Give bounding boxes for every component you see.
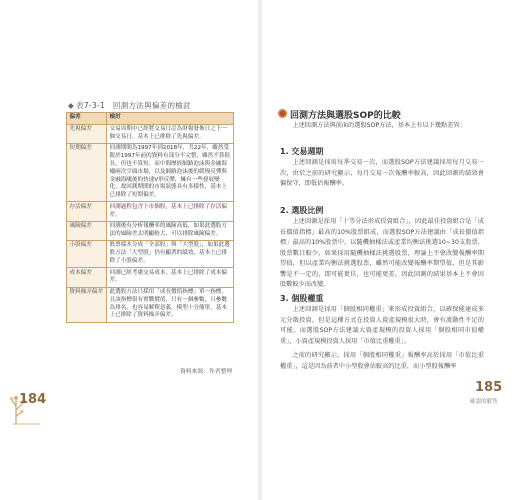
bias-review: 回測已經考慮交易成本，基本上已排除了成本偏差。 <box>107 268 234 287</box>
bias-name: 資料操弄偏差 <box>67 287 107 322</box>
section-title: 回測方法與選股SOP的比較 <box>290 111 401 121</box>
bias-name: 短期偏差 <box>67 143 107 201</box>
paragraph: 上述回測是採用「個股相同權重」來形成投資組合，以確保能達成多元分散投資，但是這種方式在投資人資產規模很大時，會有流動性不足的可能。而選股SOP方法建議大資產規模的投資人採用「個股相同市值權重」，小資產規模投資人採用「市值比重權重」。 <box>280 306 484 345</box>
diamond-icon: ◆ <box>68 101 75 110</box>
paragraph: 上述回測是採用每季交易一次，而選股SOP方法建議採用每月交易一次，由於之前的研究顯示，每月交易一次報酬率較高，因此回測的績效會偏保守，即低估報酬率。 <box>280 159 484 187</box>
bias-review: 回測期間為1997年到2018年，共22年，雖然受限於1997年前的資料有部分不完整，雖然不算很長，但也不算短。而中間歷經網路泡沫與金融海嘯兩次空頭市場，以及網路泡沫後的緩慢反彈與金融海嘯後的快速V形反彈，擁有一些發展變化。故回測期間的市場狀態具有多樣性，基本上已排除了短期偏差。 <box>107 143 234 201</box>
table-title <box>68 100 191 111</box>
subsection-heading-2: 2. 選股比例 <box>280 206 324 215</box>
bias-review: 此選股方法只採用「成長價值指標」單一指標，且該指標很有實戰價值，只有一個參數，且參數為排名，也容易解釋意義，模型十分簡單，基本上已排除了資料操弄偏差。 <box>107 287 234 322</box>
table-row <box>67 221 234 240</box>
subsection-heading-3: 3. 個股權重 <box>280 294 324 303</box>
table-header-row <box>67 113 234 125</box>
intro-text: 上述回測方法與前面的選股SOP方法，基本上有以下幾點差異： <box>292 122 466 129</box>
subsection-1-body <box>280 158 484 190</box>
bias-name: 小股偏差 <box>67 241 107 268</box>
bias-name: 風險偏差 <box>67 221 107 240</box>
page-number-left: 184 <box>19 392 47 407</box>
table-row <box>67 202 234 221</box>
bias-review: 回測後有分析報酬率的風險高低，如果此選股方法的風險差太明顯較大，可以排除風險偏差。 <box>107 221 234 240</box>
intro-paragraph <box>280 121 484 132</box>
table-row <box>67 241 234 268</box>
section-bullet-icon <box>278 109 287 118</box>
bias-review: 回測過程包含下市個股，基本上已排除了存活偏差。 <box>107 202 234 221</box>
bias-name: 存活偏差 <box>67 202 107 221</box>
subsection-heading-1: 1. 交易週期 <box>280 147 324 156</box>
bias-review: 股票樣本分成「全部股」與「大型股」，如果此選股方法「大型股」仍有顯著的績效，基本上已排除了小股偏差。 <box>107 241 234 268</box>
running-head: 確認的解答 <box>470 399 498 405</box>
bias-review-table <box>66 112 234 323</box>
table-row <box>67 268 234 287</box>
table-row <box>67 124 234 143</box>
table-row <box>67 143 234 201</box>
bias-name: 先視偏差 <box>67 124 107 143</box>
table-row <box>67 287 234 322</box>
bias-name: 成本偏差 <box>67 268 107 287</box>
table-header-bias: 偏差 <box>67 113 107 125</box>
paragraph: 之前的研究顯示，採用「個股相同權重」報酬率高於採用「市值比重權重」，這是因為前者中小型股會佔較高的比重，而小型股報酬率 <box>280 352 484 370</box>
paragraph: 上述回測是採用「十等分法形成投資組合」，因此最佳投資組合是「成長價值指標」最高的10%股票組成，而選股SOP方法建議由「成長價值指標」最高的10%股票中，以隨機抽樣法或產業均衡法挑選10~30支股票，股票數目較少，如果採用隨機抽樣法挑選股票，理論上不會改變報酬率期望值，但以產業均衡法挑選股票，雖然可能改變報酬率期望值，但是其影響是不一定的，即可能更佳，也可能更差。因此回測的結果基本上不會因股數較少而改變。 <box>280 218 484 288</box>
table-title-text: 表7-3-1 回測方法與偏差的檢討 <box>76 101 191 110</box>
table-header-review: 檢討 <box>107 113 234 125</box>
subsection-3-body <box>280 305 484 372</box>
table-source: 資料來源：作者整理 <box>180 369 233 375</box>
subsection-2-body <box>280 217 484 291</box>
bias-review: 交易周期中已經將交易日訂為財報發佈日之下一個交易日，基本上已排除了先視偏差。 <box>107 124 234 143</box>
page-number-right: 185 <box>475 380 503 395</box>
